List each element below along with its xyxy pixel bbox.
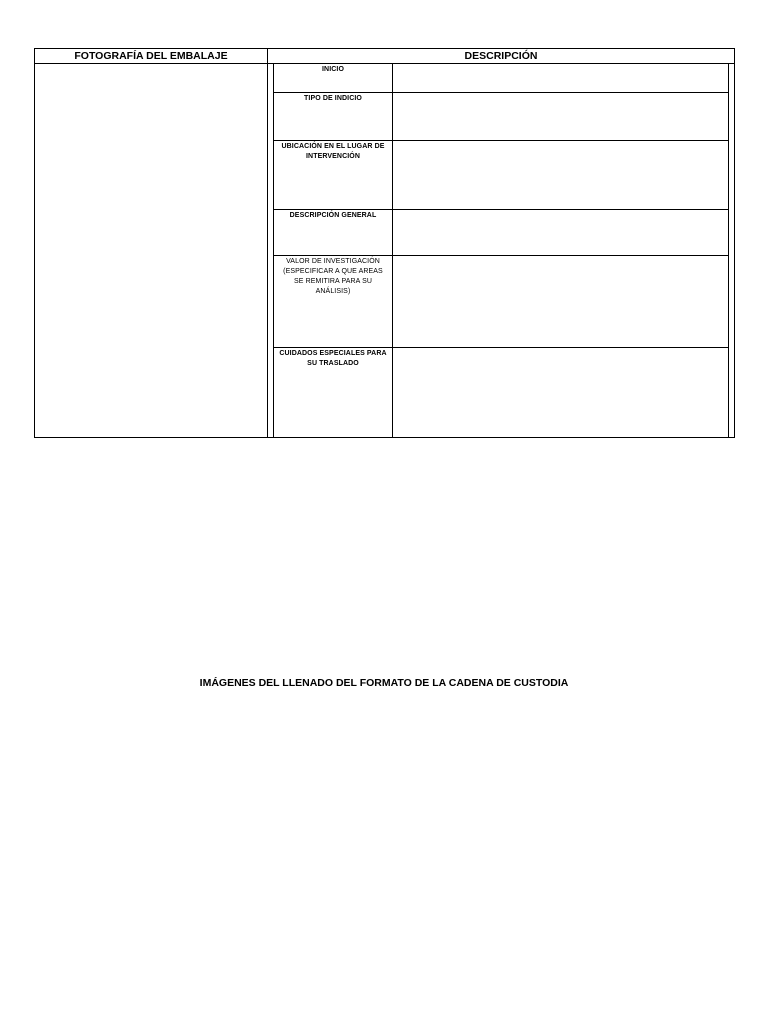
row-valor-investigacion: [274, 255, 728, 347]
evidence-form-table: [34, 48, 735, 438]
row-label: CUIDADOS ESPECIALES PARA SU TRASLADO: [274, 348, 393, 437]
row-label: DESCRIPCIÓN GENERAL: [274, 210, 393, 255]
row-value-field[interactable]: [393, 210, 728, 255]
row-descripcion-general: [274, 209, 728, 255]
description-subtable: [273, 64, 729, 437]
row-value-field[interactable]: [393, 348, 728, 437]
photo-cell: [35, 64, 268, 437]
row-value-field[interactable]: [393, 64, 728, 92]
row-label: TIPO DE INDICIO: [274, 93, 393, 140]
row-value-field[interactable]: [393, 141, 728, 209]
header-photo: FOTOGRAFÍA DEL EMBALAJE: [35, 49, 268, 64]
row-value-field[interactable]: [393, 93, 728, 140]
row-ubicacion: [274, 140, 728, 209]
images-caption: IMÁGENES DEL LLENADO DEL FORMATO DE LA CADENA DE CUSTODIA: [199, 677, 569, 689]
row-cuidados-especiales: [274, 347, 728, 437]
row-inicio: [274, 64, 728, 92]
header-description: DESCRIPCIÓN: [268, 49, 734, 64]
row-label: UBICACIÓN EN EL LUGAR DE INTERVENCIÓN: [274, 141, 393, 209]
row-label: INICIO: [274, 64, 393, 92]
row-value-field[interactable]: [393, 256, 728, 347]
row-tipo-indicio: [274, 92, 728, 140]
row-label: VALOR DE INVESTIGACIÓN (ESPECIFICAR A QUE AREAS SE REMITIRA PARA SU ANÁLISIS): [274, 256, 393, 347]
